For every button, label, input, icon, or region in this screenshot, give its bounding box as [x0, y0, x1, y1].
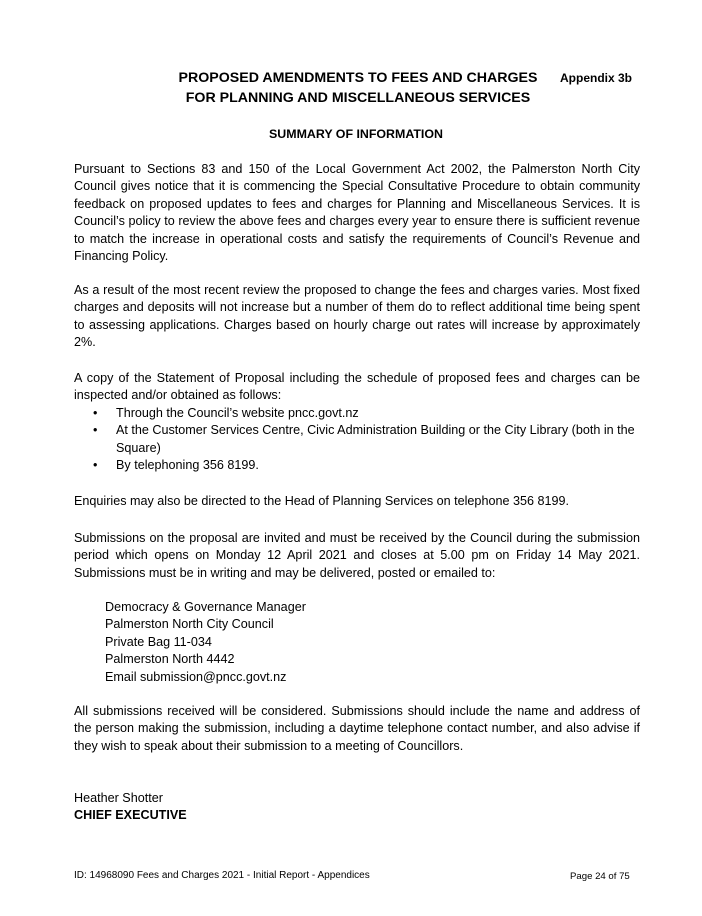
- paragraph-review: As a result of the most recent review the proposed to change the fees and charges varies. Most fixed charges and deposits will not increase but a number of them do to reflect additional time being spent to assessing applications. Charges based on hourly charge out rates will increase by approximately 2%.: [74, 283, 640, 350]
- address-email: Email submission@pncc.govt.nz: [105, 669, 287, 684]
- title-line-2: FOR PLANNING AND MISCELLANEOUS SERVICES: [185, 90, 531, 106]
- paragraph-considered: All submissions received will be considered. Submissions should include the name and address of the person making the submission, including a daytime telephone contact number, and also advise if they wish to speak about their submission to a meeting of Councillors.: [74, 704, 640, 753]
- signer-title: CHIEF EXECUTIVE: [74, 808, 187, 823]
- bullet-list: [74, 405, 640, 475]
- list-item: [74, 405, 640, 422]
- bullet-icon: •: [93, 406, 98, 420]
- appendix-label: Appendix 3b: [560, 71, 633, 85]
- list-item: [74, 457, 640, 474]
- footer-document-id: ID: 14968090 Fees and Charges 2021 - Initial Report - Appendices: [74, 870, 370, 881]
- bullet-icon: •: [93, 423, 98, 438]
- document-title: [120, 68, 596, 108]
- address-line: Palmerston North 4442: [105, 652, 235, 667]
- document-subtitle: SUMMARY OF INFORMATION: [269, 127, 443, 141]
- bullet-text-customer-services: At the Customer Services Centre, Civic Administration Building or the City Library (both in the Square): [116, 423, 635, 455]
- list-item: [74, 422, 640, 457]
- address-block: [105, 599, 306, 686]
- bullet-icon: •: [93, 458, 98, 473]
- bullet-text-website: Through the Council’s website pncc.govt.nz: [116, 406, 359, 420]
- bullet-text-telephone: By telephoning 356 8199.: [116, 458, 259, 473]
- footer-page-number: Page 24 of 75: [570, 871, 630, 882]
- paragraph-enquiries: Enquiries may also be directed to the Head of Planning Services on telephone 356 8199.: [74, 494, 569, 508]
- paragraph-intro: Pursuant to Sections 83 and 150 of the Local Government Act 2002, the Palmerston North City Council gives notice that it is commencing the Special Consultative Procedure to obtain community feedback on proposed updates to fees and charges for Planning and Miscellaneous Services. It is Council’s policy to review the above fees and charges every year to ensure there is sufficient revenue to match the increase in operational costs and satisfy the requirements of Council’s Revenue and Financing Policy.: [74, 162, 640, 264]
- address-line: Private Bag 11-034: [105, 634, 212, 649]
- title-line-1: PROPOSED AMENDMENTS TO FEES AND CHARGES: [178, 70, 538, 86]
- paragraph-statement: A copy of the Statement of Proposal including the schedule of proposed fees and charges can be inspected and/or obtained as follows:: [74, 371, 640, 403]
- address-line: Democracy & Governance Manager: [105, 600, 306, 614]
- signature-block: [74, 790, 187, 825]
- signer-name: Heather Shotter: [74, 791, 163, 805]
- address-line: Palmerston North City Council: [105, 617, 274, 632]
- paragraph-submissions: Submissions on the proposal are invited and must be received by the Council during the submission period which opens on Monday 12 April 2021 and closes at 5.00 pm on Friday 14 May 2021. Submissions must be in writing and may be delivered, posted or emailed to:: [74, 531, 640, 580]
